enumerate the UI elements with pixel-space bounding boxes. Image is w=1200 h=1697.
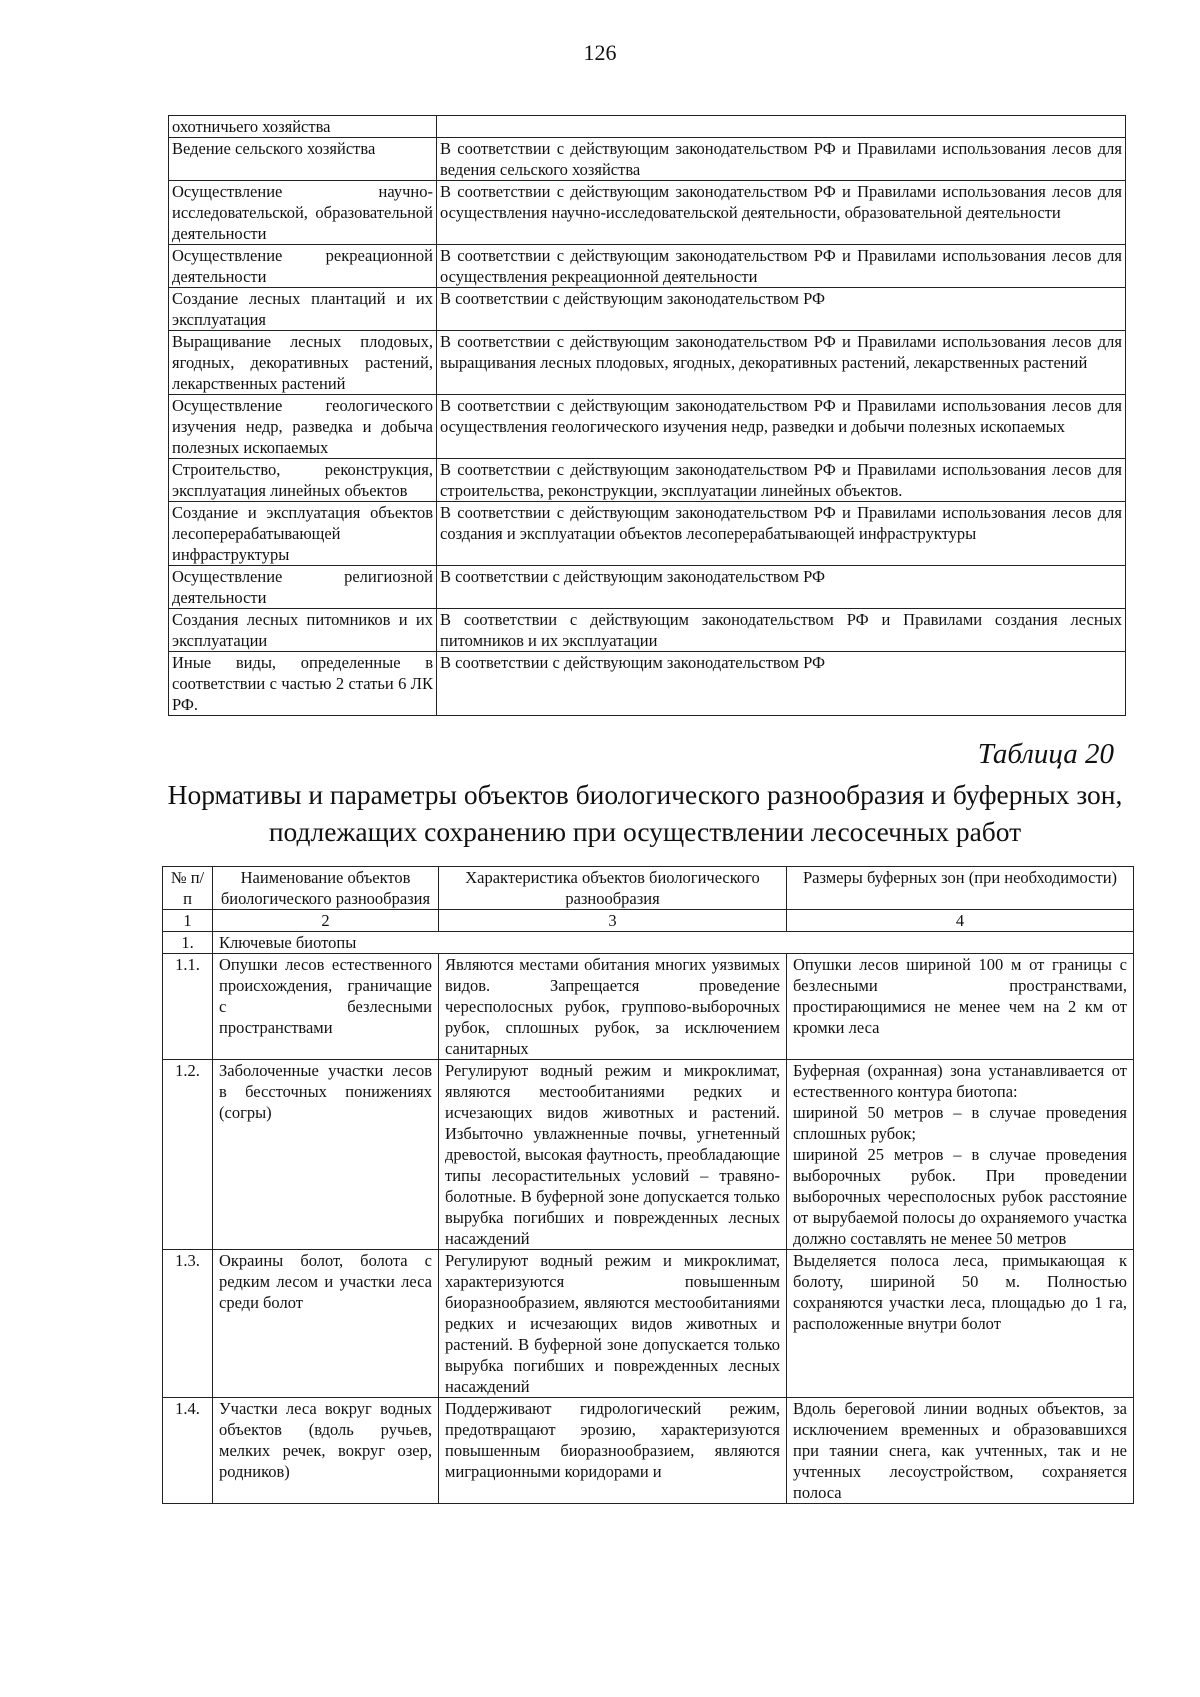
rule-cell: В соответствии с действующим законодательством РФ и Правилами использования лесов для ведения сельского хозяйства: [437, 138, 1126, 181]
rule-cell: В соответствии с действующим законодательством РФ: [437, 652, 1126, 716]
rule-cell: [437, 116, 1126, 138]
table-header-row: [163, 867, 1134, 910]
buffer-size: Выделяется полоса леса, примыкающая к болоту, шириной 50 м. Полностью сохраняются участки леса, площадью до 1 га, расположенные внутри болот: [787, 1250, 1134, 1398]
object-characteristic: Регулируют водный режим и микроклимат, характеризуются повышенным биоразнообразием, являются местообитаниями редких и исчезающих видов животных и растений. В буферной зоне допускается только вырубка погибших и поврежденных лесных насаждений: [439, 1250, 787, 1398]
object-name: Участки леса вокруг водных объектов (вдоль ручьев, мелких речек, вокруг озер, родников): [213, 1398, 439, 1504]
table-row: [169, 609, 1126, 652]
col-number: 1: [163, 910, 213, 932]
header-name: Наименование объектов биологического разнообразия: [213, 867, 439, 910]
buffer-size: Вдоль береговой линии водных объектов, за исключением временных и образовавшихся при таянии снега, как учтенных, так и не учтенных лесоустройством, сохраняется полоса: [787, 1398, 1134, 1504]
buffer-line: шириной 50 метров – в случае проведения сплошных рубок;: [793, 1103, 1127, 1143]
table-caption: Таблица 20: [977, 738, 1114, 770]
rule-cell: В соответствии с действующим законодательством РФ: [437, 566, 1126, 609]
col-number: 2: [213, 910, 439, 932]
table-row: [163, 954, 1134, 1060]
rule-cell: В соответствии с действующим законодательством РФ и Правилами создания лесных питомников и их эксплуатации: [437, 609, 1126, 652]
activity-cell: Ведение сельского хозяйства: [169, 138, 437, 181]
activity-cell: Создание и эксплуатация объектов лесоперерабатывающей инфраструктуры: [169, 502, 437, 566]
section-row: [163, 932, 1134, 954]
table-row: [169, 459, 1126, 502]
rule-cell: В соответствии с действующим законодательством РФ и Правилами использования лесов для осуществления научно-исследовательской деятельности, образовательной деятельности: [437, 181, 1126, 245]
activity-cell: Осуществление геологического изучения недр, разведка и добыча полезных ископаемых: [169, 395, 437, 459]
object-name: Заболоченные участки лесов в бессточных понижениях (согры): [213, 1060, 439, 1250]
row-num: 1.3.: [163, 1250, 213, 1398]
rule-cell: В соответствии с действующим законодательством РФ и Правилами использования лесов для осуществления рекреационной деятельности: [437, 245, 1126, 288]
table-row: [163, 1398, 1134, 1504]
biodiversity-table: [162, 866, 1134, 1504]
activity-cell: Выращивание лесных плодовых, ягодных, декоративных растений, лекарственных растений: [169, 331, 437, 395]
row-num: 1.4.: [163, 1398, 213, 1504]
table-row: [169, 138, 1126, 181]
table-row: [169, 331, 1126, 395]
activity-cell: Осуществление рекреационной деятельности: [169, 245, 437, 288]
activity-cell: Осуществление религиозной деятельности: [169, 566, 437, 609]
table-row: [163, 1250, 1134, 1398]
buffer-line: шириной 25 метров – в случае проведения выборочных рубок. При проведении выборочных чересполосных рубок расстояние от вырубаемой полосы до охраняемого участка должно составлять не менее 50 метров: [793, 1145, 1127, 1248]
column-number-row: [163, 910, 1134, 932]
row-num: 1.1.: [163, 954, 213, 1060]
table-row: [169, 181, 1126, 245]
object-characteristic: Поддерживают гидрологический режим, предотвращают эрозию, характеризуются повышенным биоразнообразием, являются миграционными коридорами и: [439, 1398, 787, 1504]
table-row: [169, 116, 1126, 138]
header-num: № п/п: [163, 867, 213, 910]
object-characteristic: Являются местами обитания многих уязвимых видов. Запрещается проведение чересполосных рубок, группово-выборочных рубок, сплошных рубок, за исключением санитарных: [439, 954, 787, 1060]
page-number: 126: [583, 40, 617, 65]
col-number: 4: [787, 910, 1134, 932]
table-row: [169, 502, 1126, 566]
rule-cell: В соответствии с действующим законодательством РФ и Правилами использования лесов для строительства, реконструкции, эксплуатации линейных объектов.: [437, 459, 1126, 502]
table-row: [163, 1060, 1134, 1250]
buffer-line: Буферная (охранная) зона устанавливается от естественного контура биотопа:: [793, 1061, 1127, 1101]
table-heading: Нормативы и параметры объектов биологического разнообразия и буферных зон, подлежащих сохранению при осуществлении лесосечных работ: [167, 779, 1123, 847]
object-characteristic: Регулируют водный режим и микроклимат, являются местообитаниями редких и исчезающих видов животных и растений. Избыточно увлажненные почвы, угнетенный древостой, высокая фаутность, преобладающие типы лесорастительных условий – травяно-болотные. В буферной зоне допускается только вырубка погибших и поврежденных лесных насаждений: [439, 1060, 787, 1250]
table-row: [169, 395, 1126, 459]
forest-use-table: [168, 115, 1126, 716]
col-number: 3: [439, 910, 787, 932]
row-num: 1.2.: [163, 1060, 213, 1250]
rule-cell: В соответствии с действующим законодательством РФ и Правилами использования лесов для создания и эксплуатации объектов лесоперерабатывающей инфраструктуры: [437, 502, 1126, 566]
activity-cell: Иные виды, определенные в соответствии с частью 2 статьи 6 ЛК РФ.: [169, 652, 437, 716]
buffer-size: [787, 1060, 1134, 1250]
rule-cell: В соответствии с действующим законодательством РФ: [437, 288, 1126, 331]
section-title: Ключевые биотопы: [213, 932, 1134, 954]
table-row: [169, 288, 1126, 331]
activity-cell: Строительство, реконструкция, эксплуатация линейных объектов: [169, 459, 437, 502]
section-num: 1.: [163, 932, 213, 954]
activity-cell: Создание лесных плантаций и их эксплуатация: [169, 288, 437, 331]
rule-cell: В соответствии с действующим законодательством РФ и Правилами использования лесов для выращивания лесных плодовых, ягодных, декоративных растений, лекарственных растений: [437, 331, 1126, 395]
buffer-size: Опушки лесов шириной 100 м от границы с безлесными пространствами, простирающимися не менее чем на 2 км от кромки леса: [787, 954, 1134, 1060]
table-row: [169, 566, 1126, 609]
activity-cell: охотничьего хозяйства: [169, 116, 437, 138]
rule-cell: В соответствии с действующим законодательством РФ и Правилами использования лесов для осуществления геологического изучения недр, разведки и добычи полезных ископаемых: [437, 395, 1126, 459]
header-characteristic: Характеристика объектов биологического разнообразия: [439, 867, 787, 910]
object-name: Опушки лесов естественного происхождения, граничащие с безлесными пространствами: [213, 954, 439, 1060]
activity-cell: Осуществление научно-исследовательской, образовательной деятельности: [169, 181, 437, 245]
table-row: [169, 245, 1126, 288]
activity-cell: Создания лесных питомников и их эксплуатации: [169, 609, 437, 652]
header-buffer: Размеры буферных зон (при необходимости): [787, 867, 1134, 910]
table-row: [169, 652, 1126, 716]
object-name: Окраины болот, болота с редким лесом и участки леса среди болот: [213, 1250, 439, 1398]
